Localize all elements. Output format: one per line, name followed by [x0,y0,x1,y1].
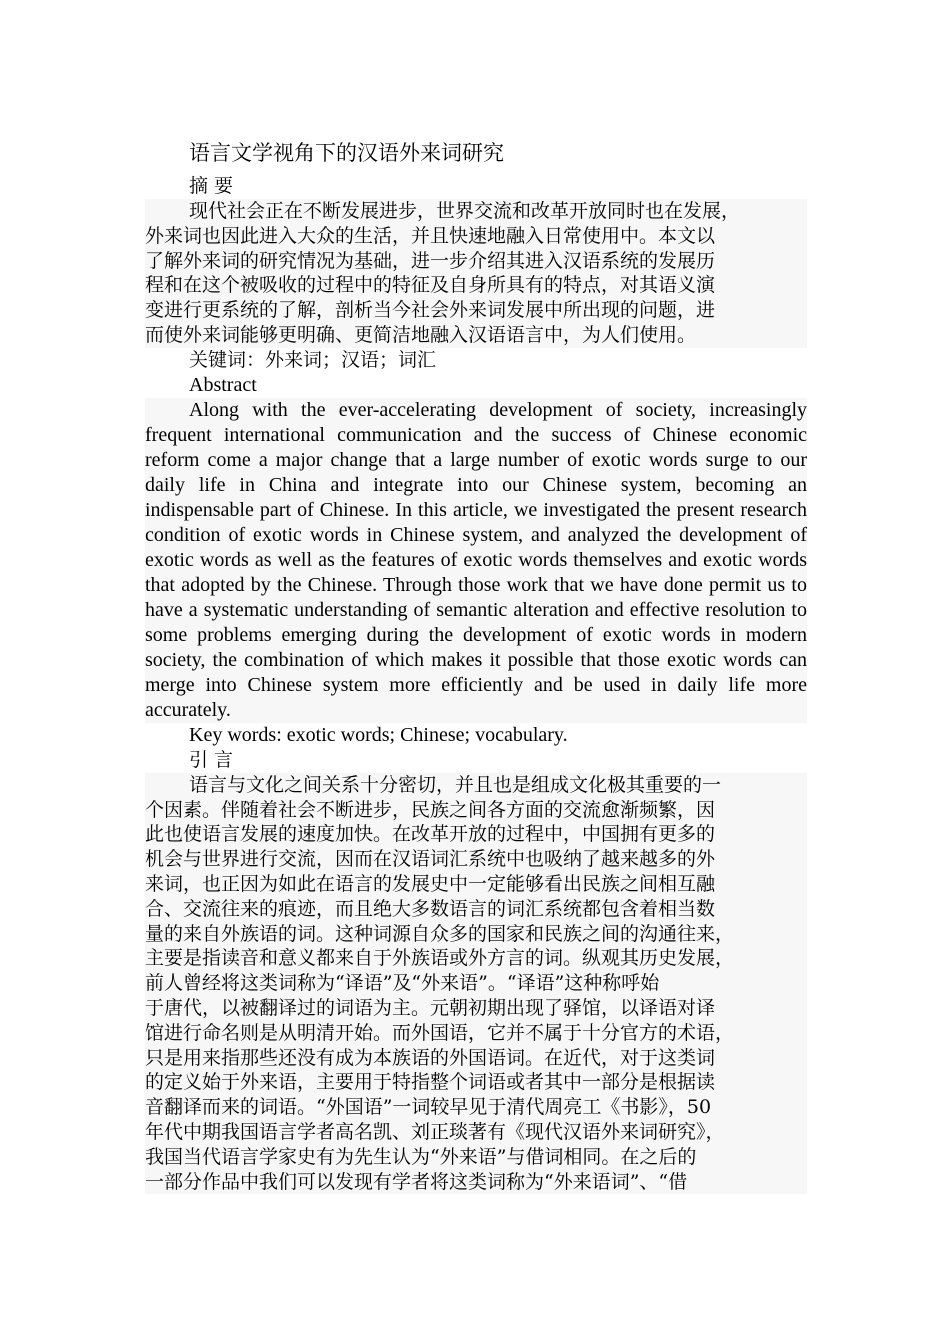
intro-line: 语言与文化之间关系十分密切，并且也是组成文化极其重要的一 [189,773,722,796]
intro-line: 量的来自外族语的词。这种词源自众多的国家和民族之间的沟通往来， [145,922,735,945]
document-title: 语言文学视角下的汉语外来词研究 [189,141,504,165]
intro-line: 此也使语言发展的速度加快。在改革开放的过程中，中国拥有更多的 [145,823,716,846]
intro-line: 馆进行命名则是从明清开始。而外国语，它并不属于十分官方的术语， [145,1021,735,1044]
intro-line: 的定义始于外来语，主要用于特指整个词语或者其中一部分是根据读 [145,1071,716,1094]
intro-line: 合、交流往来的痕迹，而且绝大多数语言的词汇系统都包含着相当数 [145,897,716,920]
intro-line: 前人曾经将这类词称为“译语”及“外来语”。“译语”这种称呼始 [145,972,660,995]
intro-line: 音翻译而来的词语。“外国语”一词较早见于清代周亮工《书影》，50 [145,1096,712,1119]
abstract-cn-line: 程和在这个被吸收的过程中的特征及自身所具有的特点，对其语义演 [145,274,716,297]
abstract-cn-line: 变进行更系统的了解，剖析当今社会外来词发展中所出现的问题，进 [145,299,716,322]
intro-line: 我国当代语言学家史有为先生认为“外来语”与借词相同。在之后的 [145,1145,697,1168]
abstract-cn-body [145,199,807,348]
keywords-cn: 关键词：外来词；汉语；词汇 [189,348,437,371]
abstract-cn-line: 而使外来词能够更明确、更简洁地融入汉语语言中，为人们使用。 [145,323,697,346]
abstract-en-heading: Abstract [189,373,257,396]
intro-body [145,773,807,1195]
intro-line: 机会与世界进行交流，因而在汉语词汇系统中也吸纳了越来越多的外 [145,848,716,871]
abstract-cn-line: 现代社会正在不断发展进步，世界交流和改革开放同时也在发展， [189,200,741,222]
intro-line: 个因素。伴随着社会不断进步，民族之间各方面的交流愈渐频繁，因 [145,798,716,821]
intro-heading: 引 言 [189,748,234,771]
intro-line: 于唐代，以被翻译过的词语为主。元朝初期出现了驿馆，以译语对译 [145,996,716,1019]
intro-line: 一部分作品中我们可以发现有学者将这类词称为“外来语词”、“借 [145,1170,688,1193]
intro-line: 年代中期我国语言学者高名凯、刘正琰著有《现代汉语外来词研究》， [145,1120,725,1143]
abstract-cn-line: 外来词也因此进入大众的生活，并且快速地融入日常使用中。本文以 [145,224,716,247]
abstract-cn-line: 了解外来词的研究情况为基础，进一步介绍其进入汉语系统的发展历 [145,249,716,272]
abstract-cn-heading: 摘 要 [189,175,234,197]
intro-line: 主要是指读音和意义都来自于外族语或外方言的词。纵观其历史发展， [145,947,735,970]
intro-line: 来词，也正因为如此在语言的发展史中一定能够看出民族之间相互融 [145,872,716,895]
document-page [145,140,807,1194]
keywords-en: Key words: exotic words; Chinese; vocabulary. [189,723,568,746]
intro-line: 只是用来指那些还没有成为本族语的外国语词。在近代，对于这类词 [145,1046,716,1069]
abstract-en-body: Along with the ever-accelerating development of society, increasingly frequent international communication and the success of Chinese economic reform come a major change that a large number of exotic words surge to our daily life in China and integrate into our Chinese system, becoming an indispensable part of Chinese. In this article, we investigated the present research condition of exotic words in Chinese system, and analyzed the development of exotic words as well as the features of exotic words themselves and exotic words that adopted by the Chinese. Through those work that we have done permit us to have a systematic understanding of semantic alteration and effective resolution to some problems emerging during the development of exotic words in modern society, the combination of which makes it possible that those exotic words can merge into Chinese system more efficiently and be used in daily life more accurately. [145,398,807,721]
